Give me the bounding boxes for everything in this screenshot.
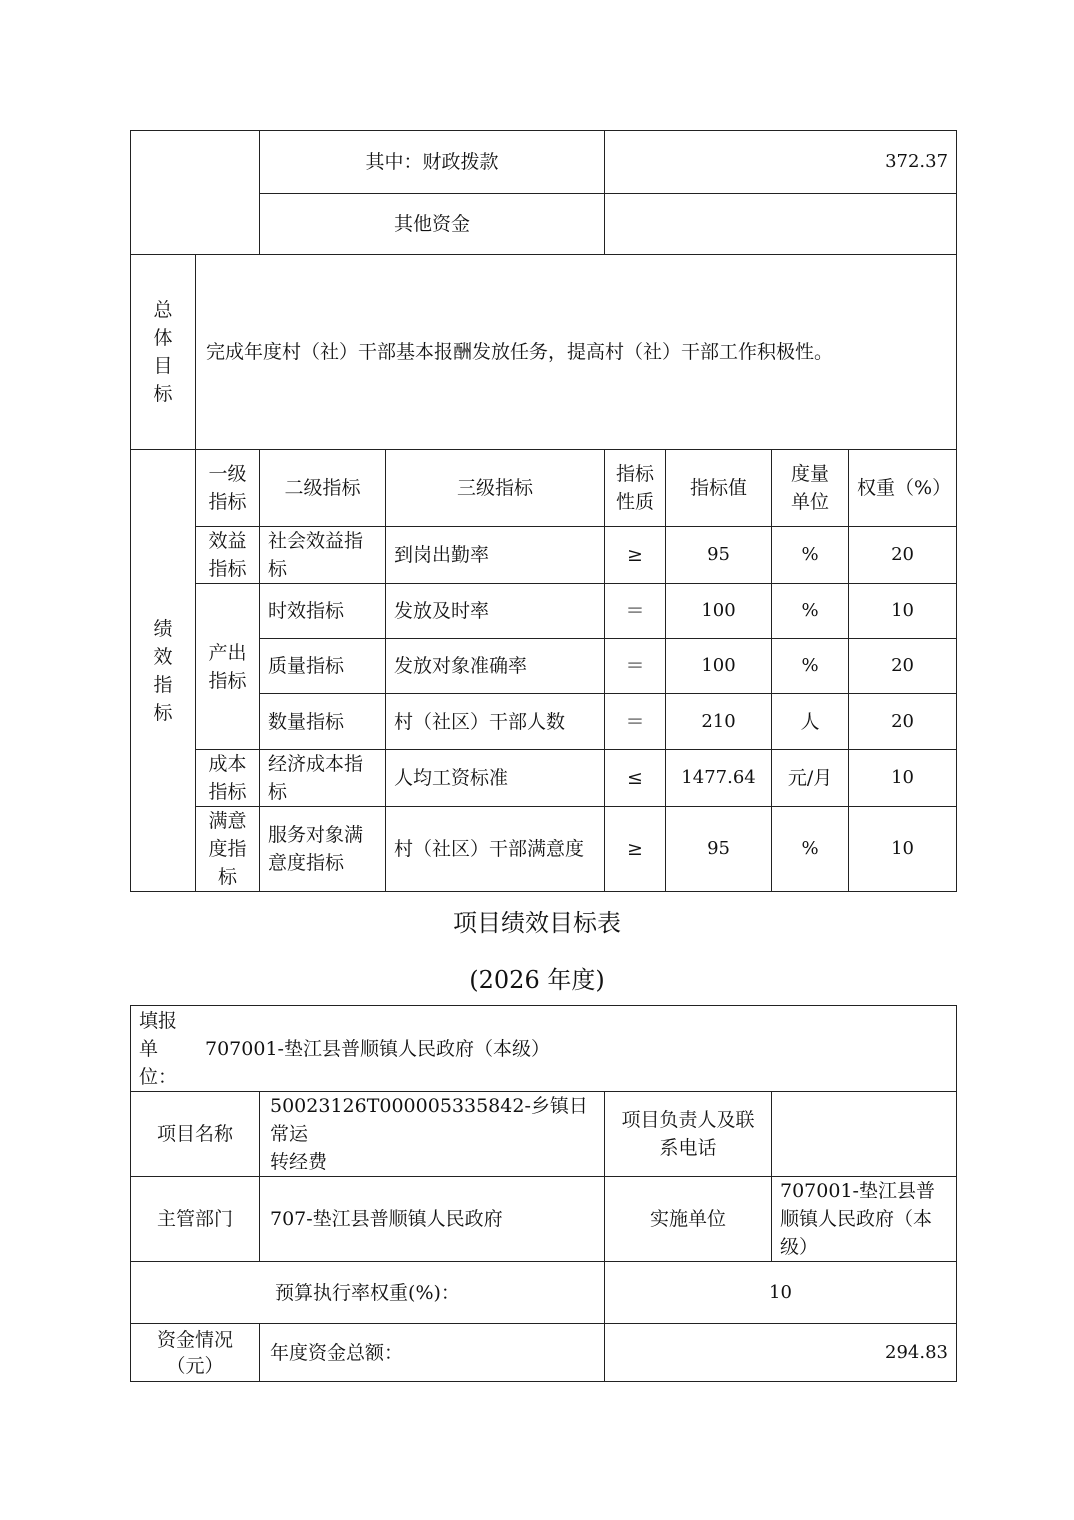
header-row [131, 450, 957, 527]
unit-cell [131, 1006, 957, 1092]
project-row [131, 1092, 957, 1177]
weight-cell: 20 [849, 694, 957, 750]
value-cell: 100 [666, 584, 772, 639]
unit-cell: 元/月 [772, 750, 849, 807]
weight-cell: 10 [849, 807, 957, 892]
unit-cell: % [772, 639, 849, 694]
header-nature: 指标 性质 [605, 450, 666, 527]
level2-cell: 数量指标 [260, 694, 386, 750]
level2-cell: 服务对象满 意度指标 [260, 807, 386, 892]
nature-cell: ＝ [605, 639, 666, 694]
unit-cell: 人 [772, 694, 849, 750]
unit-value: 707001-垫江县普顺镇人民政府（本级） [205, 1037, 550, 1060]
dept-value: 707-垫江县普顺镇人民政府 [260, 1177, 605, 1262]
nature-cell: ≥ [605, 527, 666, 584]
impl-value: 707001-垫江县普 顺镇人民政府（本 级） [772, 1177, 957, 1262]
contact-label: 项目负责人及联 系电话 [605, 1092, 772, 1177]
value-cell: 95 [666, 807, 772, 892]
level1-cell: 产出 指标 [196, 584, 260, 750]
goal-label: 总 体 目 标 [131, 255, 196, 450]
unit-label: 填报 单 位： [139, 1009, 178, 1088]
unit-cell: % [772, 584, 849, 639]
table-row [131, 527, 957, 584]
goal-row [131, 255, 957, 450]
budget-rate-value: 10 [605, 1262, 957, 1324]
dept-label: 主管部门 [131, 1177, 260, 1262]
unit-cell: % [772, 807, 849, 892]
header-unit: 度量 单位 [772, 450, 849, 527]
level2-cell: 社会效益指 标 [260, 527, 386, 584]
annual-total-label: 年度资金总额： [260, 1324, 605, 1382]
annual-total-value: 294.83 [605, 1324, 957, 1382]
value-cell: 95 [666, 527, 772, 584]
perf-label: 绩 效 指 标 [131, 450, 196, 892]
weight-cell: 20 [849, 527, 957, 584]
nature-cell: ＝ [605, 694, 666, 750]
project-name-value: 50023126T000005335842-乡镇日常运 转经费 [260, 1092, 605, 1177]
fiscal-row [131, 131, 957, 194]
table-row [131, 807, 957, 892]
impl-label: 实施单位 [605, 1177, 772, 1262]
fiscal-value: 372.37 [605, 131, 957, 194]
value-cell: 210 [666, 694, 772, 750]
weight-cell: 20 [849, 639, 957, 694]
header-value: 指标值 [666, 450, 772, 527]
dept-row [131, 1177, 957, 1262]
unit-row [131, 1006, 957, 1092]
table-row [131, 750, 957, 807]
other-funds-value [605, 194, 957, 255]
project-name-label: 项目名称 [131, 1092, 260, 1177]
level1-cell: 效益 指标 [196, 527, 260, 584]
level3-cell: 到岗出勤率 [386, 527, 605, 584]
budget-rate-row [131, 1262, 957, 1324]
weight-cell: 10 [849, 750, 957, 807]
funds-label: 资金情况 （元） [131, 1324, 260, 1382]
value-cell: 100 [666, 639, 772, 694]
fiscal-label: 其中：财政拨款 [260, 131, 605, 194]
level3-cell: 发放及时率 [386, 584, 605, 639]
funds-blank-cell [131, 131, 260, 255]
page-title: 项目绩效目标表 [453, 909, 621, 937]
nature-cell: ≤ [605, 750, 666, 807]
weight-cell: 10 [849, 584, 957, 639]
budget-rate-label: 预算执行率权重(%)： [131, 1262, 605, 1324]
performance-table [130, 130, 957, 892]
unit-cell: % [772, 527, 849, 584]
header-level3: 三级指标 [386, 450, 605, 527]
nature-cell: ＝ [605, 584, 666, 639]
level1-cell: 满意 度指 标 [196, 807, 260, 892]
other-funds-label: 其他资金 [260, 194, 605, 255]
header-level1: 一级 指标 [196, 450, 260, 527]
level3-cell: 发放对象准确率 [386, 639, 605, 694]
contact-value [772, 1092, 957, 1177]
value-cell: 1477.64 [666, 750, 772, 807]
goal-text: 完成年度村（社）干部基本报酬发放任务，提高村（社）干部工作积极性。 [196, 255, 957, 450]
header-weight: 权重（%） [849, 450, 957, 527]
level2-cell: 质量指标 [260, 639, 386, 694]
level2-cell: 经济成本指 标 [260, 750, 386, 807]
level3-cell: 人均工资标准 [386, 750, 605, 807]
nature-cell: ≥ [605, 807, 666, 892]
table-row [131, 584, 957, 639]
funds-row [131, 1324, 957, 1382]
level3-cell: 村（社区）干部满意度 [386, 807, 605, 892]
project-info-table [130, 1005, 957, 1382]
header-level2: 二级指标 [260, 450, 386, 527]
page-subtitle: (2026 年度) [469, 966, 605, 994]
level1-cell: 成本 指标 [196, 750, 260, 807]
level3-cell: 村（社区）干部人数 [386, 694, 605, 750]
level2-cell: 时效指标 [260, 584, 386, 639]
